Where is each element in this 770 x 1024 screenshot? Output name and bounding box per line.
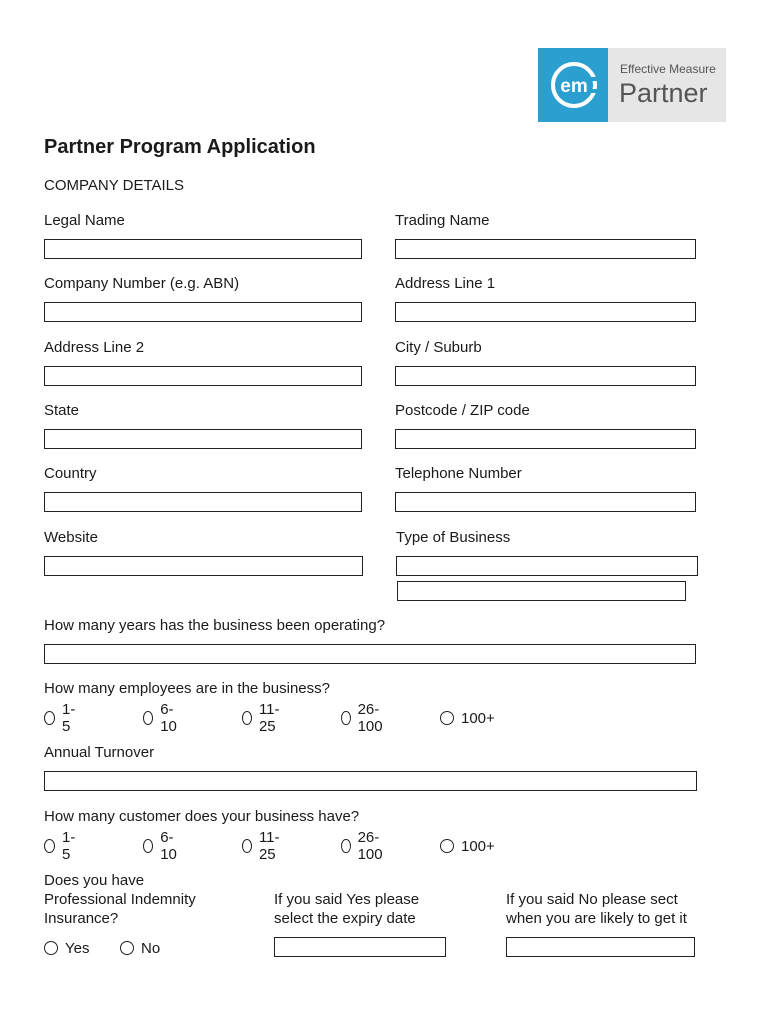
radio-circle-icon[interactable]: [44, 941, 58, 955]
radio-circle-icon[interactable]: [242, 839, 252, 853]
country-label: Country: [44, 465, 97, 482]
no-note-line-2: when you are likely to get it: [506, 910, 687, 927]
yes-note-line-1: If you said Yes please: [274, 891, 420, 908]
radio-label: 1-5: [62, 829, 76, 863]
legal-name-input[interactable]: [44, 239, 362, 259]
logo-subtitle: Effective Measure: [620, 62, 716, 76]
years-operating-question: How many years has the business been operating?: [44, 617, 386, 634]
postcode-input[interactable]: [395, 429, 696, 449]
address-line-1-label: Address Line 1: [395, 275, 496, 292]
logo-title: Partner: [619, 78, 708, 108]
country-input[interactable]: [44, 492, 362, 512]
address-line-1-input[interactable]: [395, 302, 696, 322]
radio-circle-icon[interactable]: [143, 711, 153, 725]
insurance-option-yes[interactable]: [44, 938, 89, 958]
annual-turnover-label: Annual Turnover: [44, 744, 155, 761]
insurance-question-line-1: Does you have: [44, 872, 145, 889]
address-line-2-label: Address Line 2: [44, 339, 145, 356]
insurance-expected-date-input[interactable]: [506, 937, 695, 957]
trading-name-label: Trading Name: [395, 212, 490, 229]
radio-label: Yes: [65, 939, 90, 957]
customers-option-6-10[interactable]: [143, 829, 181, 863]
radio-label: 1-5: [62, 701, 76, 735]
years-operating-input[interactable]: [44, 644, 696, 664]
insurance-question-line-3: Insurance?: [44, 910, 119, 927]
customers-option-11-25[interactable]: [242, 829, 284, 863]
state-input[interactable]: [44, 429, 362, 449]
insurance-option-no[interactable]: [120, 938, 160, 958]
employees-option-11-25[interactable]: [242, 701, 284, 735]
customers-option-100-plus[interactable]: [440, 836, 495, 856]
radio-label: 6-10: [160, 701, 177, 735]
radio-circle-icon[interactable]: [44, 711, 55, 725]
website-label: Website: [44, 529, 98, 546]
company-number-input[interactable]: [44, 302, 362, 322]
page-title: Partner Program Application: [44, 136, 316, 158]
telephone-input[interactable]: [395, 492, 696, 512]
type-of-business-input-2[interactable]: [397, 581, 686, 601]
employees-option-26-100[interactable]: [341, 701, 387, 735]
postcode-label: Postcode / ZIP code: [395, 402, 530, 419]
state-label: State: [44, 402, 80, 419]
yes-note-line-2: select the expiry date: [274, 910, 416, 927]
radio-circle-icon[interactable]: [143, 839, 153, 853]
radio-label: 11-25: [258, 701, 280, 735]
radio-label: 100+: [461, 837, 495, 855]
radio-label: 100+: [461, 709, 495, 727]
radio-circle-icon[interactable]: [440, 839, 454, 853]
employees-option-6-10[interactable]: [143, 701, 181, 735]
radio-circle-icon[interactable]: [44, 839, 55, 853]
radio-circle-icon[interactable]: [440, 711, 454, 725]
customers-option-1-5[interactable]: [44, 829, 78, 863]
legal-name-label: Legal Name: [44, 212, 125, 229]
radio-circle-icon[interactable]: [341, 711, 351, 725]
type-of-business-input[interactable]: [396, 556, 698, 576]
insurance-question-line-2: Professional Indemnity: [44, 891, 196, 908]
city-suburb-input[interactable]: [395, 366, 696, 386]
employees-option-100-plus[interactable]: [440, 708, 495, 728]
radio-circle-icon[interactable]: [242, 711, 252, 725]
radio-label: No: [141, 939, 161, 957]
radio-label: 6-10: [160, 829, 177, 863]
telephone-label: Telephone Number: [395, 465, 522, 482]
logo-badge-text: em: [560, 76, 588, 97]
customers-option-26-100[interactable]: [341, 829, 387, 863]
radio-circle-icon[interactable]: [341, 839, 351, 853]
no-note-line-1: If you said No please sect: [506, 891, 678, 908]
logo-text-panel: [608, 48, 726, 122]
company-number-label: Company Number (e.g. ABN): [44, 275, 240, 292]
type-of-business-label: Type of Business: [396, 529, 511, 546]
insurance-expiry-date-input[interactable]: [274, 937, 446, 957]
radio-label: 26-100: [357, 829, 383, 863]
website-input[interactable]: [44, 556, 363, 576]
radio-label: 26-100: [357, 701, 383, 735]
radio-label: 11-25: [258, 829, 280, 863]
em-logo-badge: [538, 48, 608, 122]
trading-name-input[interactable]: [395, 239, 696, 259]
customers-question: How many customer does your business have?: [44, 808, 360, 825]
employees-question: How many employees are in the business?: [44, 680, 330, 697]
address-line-2-input[interactable]: [44, 366, 362, 386]
city-suburb-label: City / Suburb: [395, 339, 482, 356]
employees-option-1-5[interactable]: [44, 701, 78, 735]
section-heading: COMPANY DETAILS: [44, 177, 185, 194]
annual-turnover-input[interactable]: [44, 771, 697, 791]
brand-logo: [538, 48, 726, 122]
radio-circle-icon[interactable]: [120, 941, 134, 955]
em-circle-icon: [538, 48, 608, 122]
